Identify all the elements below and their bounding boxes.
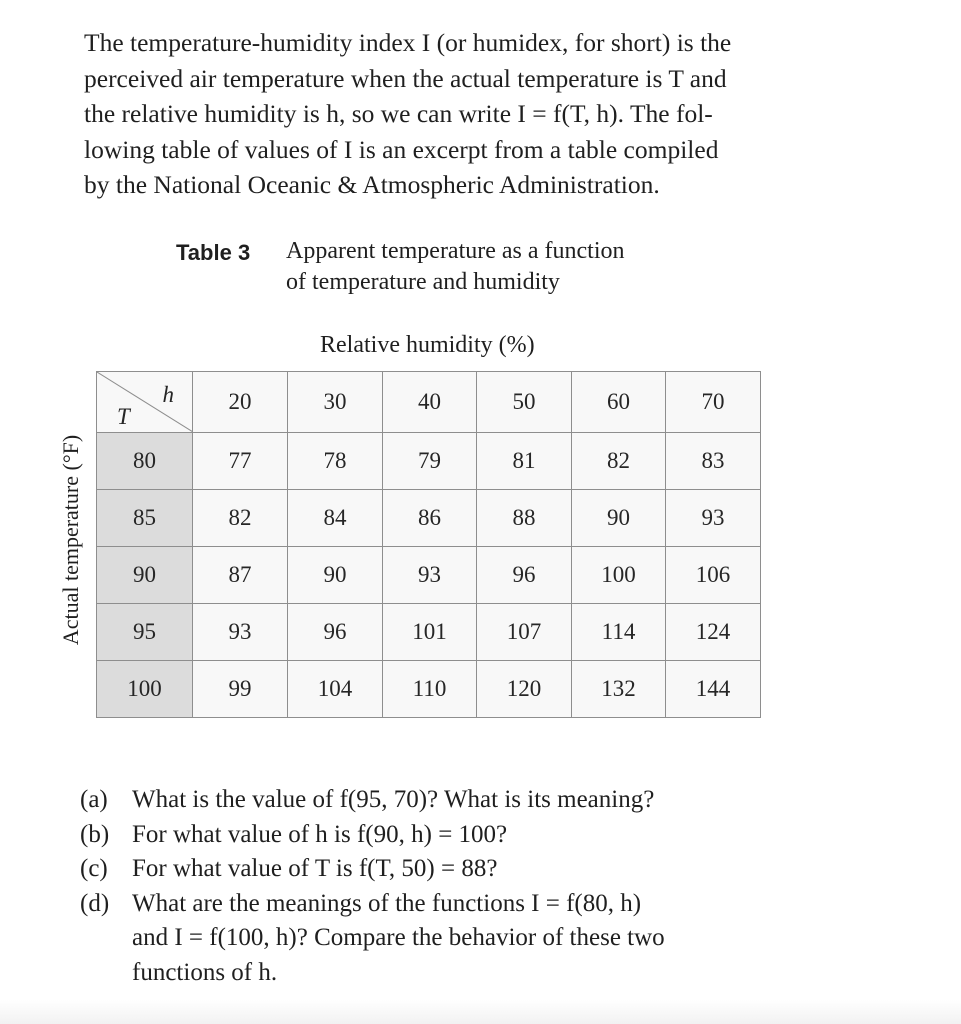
- question-b: [80, 818, 840, 853]
- table-cell: 83: [666, 433, 761, 490]
- table-cell: 144: [666, 661, 761, 718]
- column-header: 60: [572, 372, 666, 433]
- column-axis-label: Relative humidity (%): [320, 332, 535, 358]
- table-cell: 99: [193, 661, 288, 718]
- table-cell: 107: [477, 604, 572, 661]
- question-c: [80, 852, 840, 887]
- intro-line: the relative humidity is h, so we can write I = f(T, h). The fol-: [84, 99, 713, 128]
- corner-diagonal-line: [97, 372, 193, 432]
- question-letter: (b): [80, 820, 110, 848]
- table-caption-text: [286, 236, 766, 298]
- table-cell: 114: [572, 604, 666, 661]
- question-d: [80, 887, 840, 991]
- table-cell: 132: [572, 661, 666, 718]
- corner-col-symbol: h: [162, 382, 174, 407]
- table-cell: 96: [477, 547, 572, 604]
- question-text: For what value of h is f(90, h) = 100?: [132, 820, 508, 848]
- table-row: [97, 547, 761, 604]
- question-letter: (d): [80, 889, 110, 917]
- table-cell: 96: [288, 604, 383, 661]
- column-header: 20: [193, 372, 288, 433]
- intro-line: by the National Oceanic & Atmospheric Administration.: [84, 170, 660, 199]
- table-cell: 77: [193, 433, 288, 490]
- table-corner-cell: [97, 372, 193, 433]
- table-cell: 93: [666, 490, 761, 547]
- table-cell: 104: [288, 661, 383, 718]
- question-text: functions of h.: [132, 958, 278, 986]
- table-cell: 82: [572, 433, 666, 490]
- table-cell: 93: [193, 604, 288, 661]
- table-cell: 101: [383, 604, 477, 661]
- question-letter: (c): [80, 855, 108, 882]
- column-header: 30: [288, 372, 383, 433]
- exercise-questions: [80, 783, 840, 990]
- row-axis-label: Actual temperature (°F): [58, 434, 83, 646]
- table-caption-line: of temperature and humidity: [286, 269, 560, 295]
- table-cell: 90: [288, 547, 383, 604]
- intro-line: The temperature-humidity index I (or humidex, for short) is the: [84, 28, 732, 57]
- table-cell: 100: [572, 547, 666, 604]
- question-text: For what value of T is f(T, 50) = 88?: [132, 855, 498, 882]
- table-cell: 86: [383, 490, 477, 547]
- question-letter: (a): [80, 786, 108, 813]
- table-cell: 84: [288, 490, 383, 547]
- table-cell: 93: [383, 547, 477, 604]
- table-cell: 120: [477, 661, 572, 718]
- table-cell: 106: [666, 547, 761, 604]
- table-cell: 79: [383, 433, 477, 490]
- table-caption-label: Table 3: [176, 240, 251, 265]
- table-cell: 90: [572, 490, 666, 547]
- table-row: [97, 604, 761, 661]
- humidex-table: [96, 371, 760, 723]
- table-cell: 78: [288, 433, 383, 490]
- intro-paragraph: [84, 25, 844, 203]
- question-text: What are the meanings of the functions I = f(80, h): [132, 889, 642, 917]
- table-row: [97, 490, 761, 547]
- table-cell: 124: [666, 604, 761, 661]
- row-header: 85: [97, 490, 193, 547]
- table-cell: 82: [193, 490, 288, 547]
- row-header: 80: [97, 433, 193, 490]
- table-cell: 88: [477, 490, 572, 547]
- corner-row-symbol: T: [117, 404, 130, 429]
- table-row: [97, 433, 761, 490]
- table-caption-line: Apparent temperature as a function: [286, 238, 625, 264]
- column-header: 50: [477, 372, 572, 433]
- question-text: and I = f(100, h)? Compare the behavior of these two: [132, 924, 665, 951]
- intro-line: perceived air temperature when the actual temperature is T and: [84, 63, 727, 93]
- table-row: [97, 661, 761, 718]
- row-header: 100: [97, 661, 193, 718]
- table-cell: 87: [193, 547, 288, 604]
- table-header-row: [97, 372, 761, 433]
- column-header: 40: [383, 372, 477, 433]
- column-header: 70: [666, 372, 761, 433]
- table-cell: 110: [383, 661, 477, 718]
- row-header: 95: [97, 604, 193, 661]
- data-table: [96, 371, 761, 718]
- table-cell: 81: [477, 433, 572, 490]
- row-header: 90: [97, 547, 193, 604]
- question-text: What is the value of f(95, 70)? What is its meaning?: [132, 786, 655, 813]
- intro-line: lowing table of values of I is an excerpt from a table compiled: [84, 134, 719, 164]
- page-bottom-edge: [0, 1000, 961, 1024]
- question-a: [80, 783, 840, 818]
